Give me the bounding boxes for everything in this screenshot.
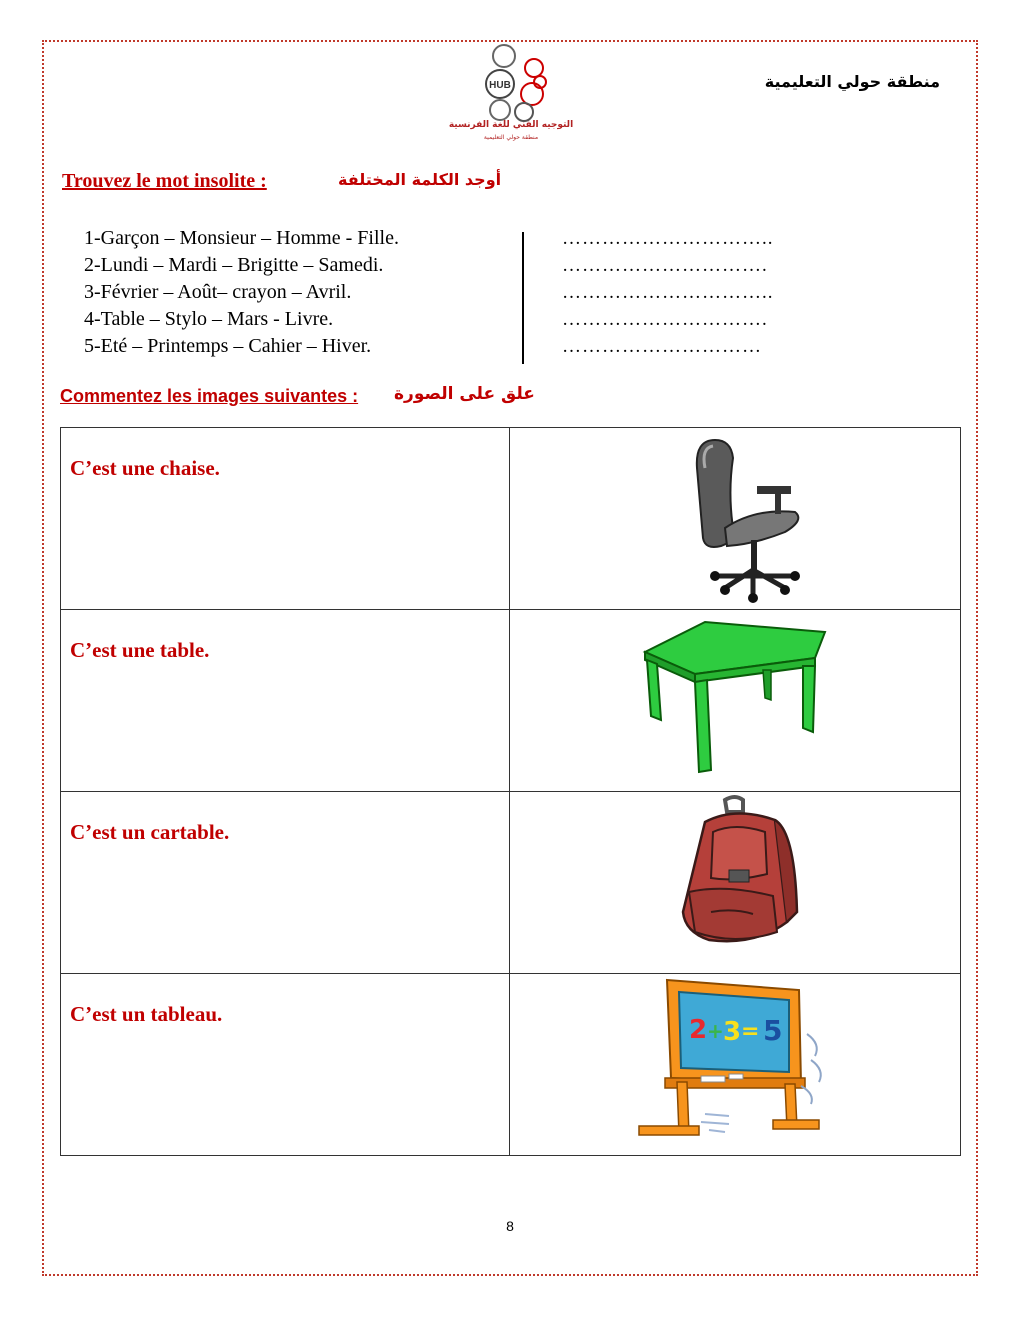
column-divider xyxy=(522,232,524,364)
svg-text:+: + xyxy=(707,1019,724,1043)
green-table-image xyxy=(635,610,835,786)
table-row xyxy=(61,974,961,1156)
answer-blank[interactable]: …………………………. xyxy=(562,255,768,276)
answer-blank[interactable]: ………………………….. xyxy=(562,282,774,303)
list-item: 2-Lundi – Mardi – Brigitte – Samedi. xyxy=(84,254,384,276)
svg-text:HUB: HUB xyxy=(489,80,511,91)
answer-blank[interactable]: …………………………. xyxy=(562,309,768,330)
image-table xyxy=(60,427,961,1156)
svg-text:=: = xyxy=(741,1019,760,1044)
table-row xyxy=(61,428,961,610)
school-backpack-image xyxy=(655,792,815,968)
list-item: 3-Février – Août– crayon – Avril. xyxy=(84,281,352,303)
logo-caption: التوجيه الفني للغة الفرنسية xyxy=(448,120,574,130)
sentence-cell: C’est une table. xyxy=(70,638,210,662)
list-item: 5-Eté – Printemps – Cahier – Hiver. xyxy=(84,335,372,357)
word-list xyxy=(84,225,399,360)
sentence-cell: C’est une chaise. xyxy=(70,456,220,480)
svg-text:3: 3 xyxy=(723,1017,742,1047)
list-item: 1-Garçon – Monsieur – Homme - Fille. xyxy=(84,227,399,249)
list-item: 4-Table – Stylo – Mars - Livre. xyxy=(84,308,334,330)
exercise1-title-arabic: أوجد الكلمة المختلفة xyxy=(338,170,502,189)
exercise1-title: Trouvez le mot insolite : xyxy=(62,170,267,192)
exercise2-title: Commentez les images suivantes : xyxy=(60,386,359,406)
sentence-cell: C’est un tableau. xyxy=(70,1002,223,1026)
page-number: 8 xyxy=(506,1218,514,1234)
answer-blank[interactable]: ………………………… xyxy=(562,336,762,357)
exercise2-title-arabic: علق على الصورة xyxy=(394,384,535,404)
answer-blank[interactable]: ………………………….. xyxy=(562,228,774,249)
table-row xyxy=(61,610,961,792)
region-label: منطقة حولي التعليمية xyxy=(764,72,940,91)
table-row xyxy=(61,792,961,974)
svg-text:5: 5 xyxy=(763,1014,783,1047)
office-chair-image xyxy=(665,428,805,604)
logo-subcaption: منطقة حولي التعليمية xyxy=(483,134,539,141)
sentence-cell: C’est un cartable. xyxy=(70,820,230,844)
blackboard-image xyxy=(625,974,845,1150)
answer-lines xyxy=(562,225,774,360)
svg-text:2: 2 xyxy=(689,1015,708,1045)
